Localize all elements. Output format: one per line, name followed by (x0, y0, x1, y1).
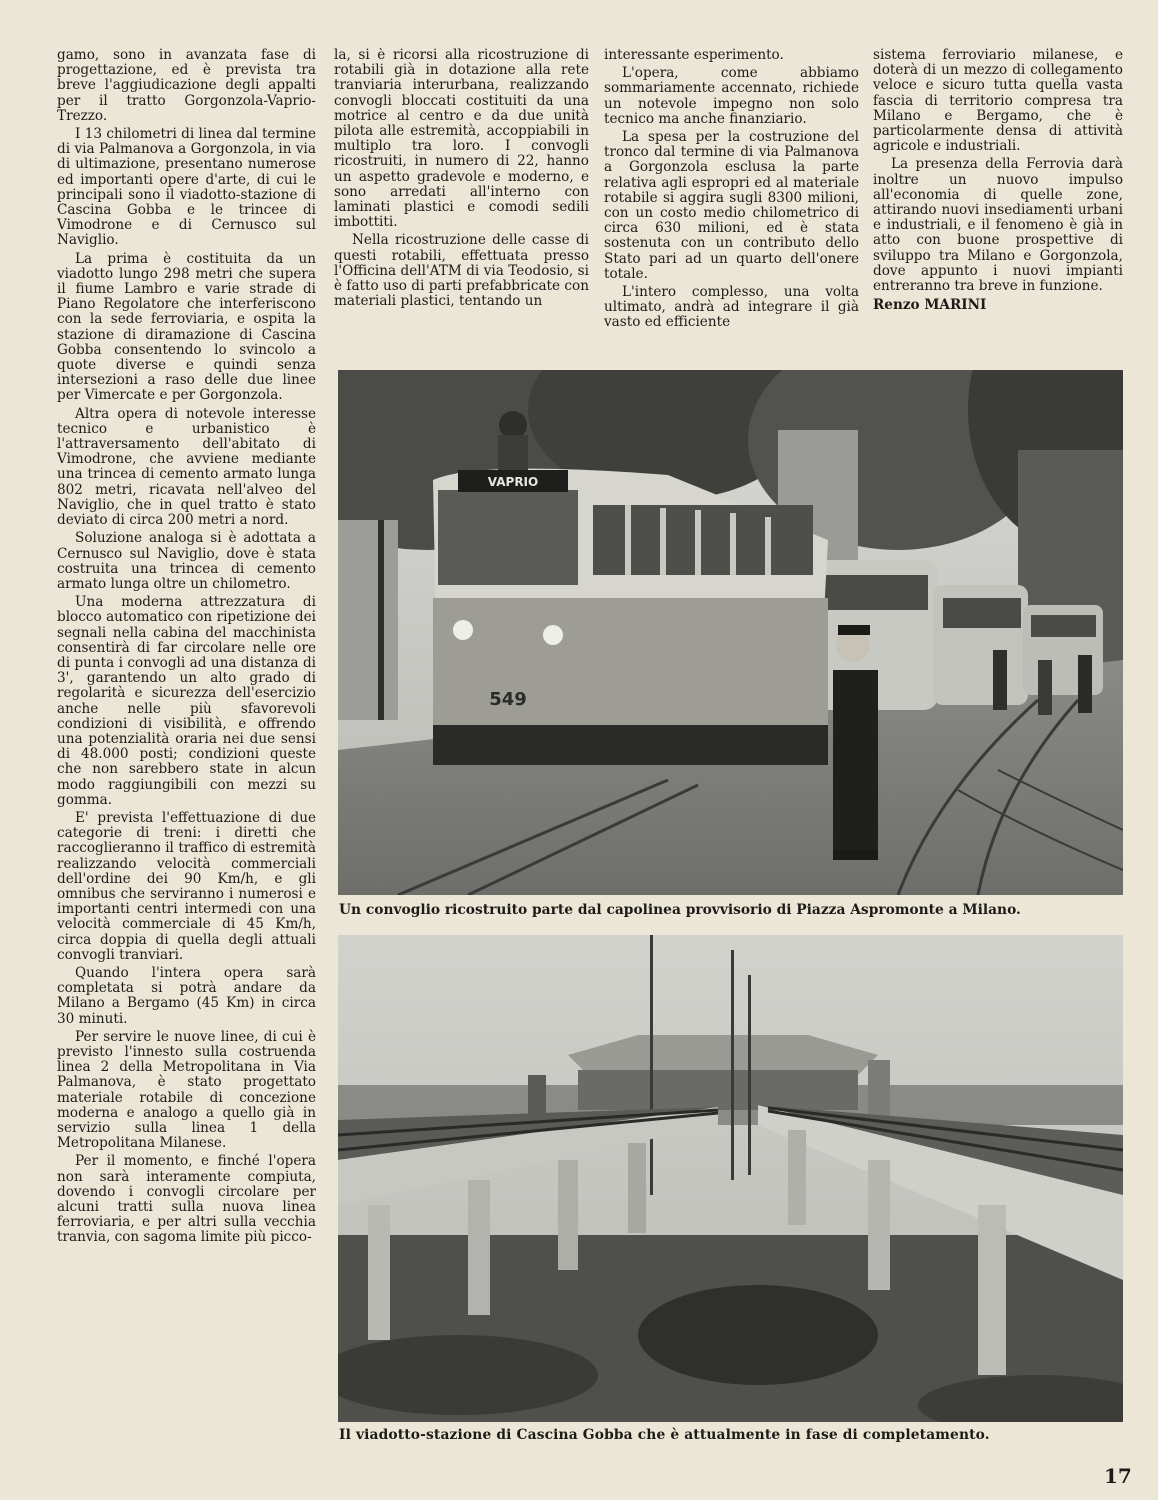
paragraph: L'intero complesso, una volta ultimato, andrà ad integrare il già vasto ed efficiente (604, 284, 859, 331)
viaduct-photo-image (338, 935, 1123, 1422)
paragraph: interessante esperimento. (604, 48, 784, 63)
article-column-1 (57, 48, 316, 1452)
page-number: 17 (1104, 1464, 1132, 1488)
paragraph: Per servire le nuove linee, di cui è previsto l'innesto sulla costruenda linea 2 della Metropolitana in Via Palmanova, è stato progettato materiale rotabile di concezione moderna e analogo a quello già in servizio sulla linea 1 della Metropolitana Milanese. (57, 1028, 316, 1152)
paragraph: gamo, sono in avanzata fase di progettazione, ed è prevista tra breve l'aggiudicazione degli appalti per il tratto Gorgonzola-Vaprio-Trezzo. (57, 48, 316, 124)
paragraph: L'opera, come abbiamo sommariamente accennato, richiede un notevole impegno non solo tecnico ma anche finanziario. (604, 65, 859, 127)
paragraph: Soluzione analoga si è adottata a Cernusco sul Naviglio, dove è stata costruita una trincea di cemento armato lunga oltre un chilometro. (57, 530, 316, 592)
author-signature: Renzo MARINI (873, 297, 987, 314)
article-column-3 (604, 48, 859, 360)
paragraph: La prima è costituita da un viadotto lungo 298 metri che supera il fiume Lambro e varie strade di Piano Regolatore che interferiscono con la sede ferroviaria, e ospita la stazione di diramazione di Cascina Gobba consentendo lo svincolo a quote diverse e quindi senza intersezioni a raso delle due linee per Vimercate e per Gorgonzola. (57, 250, 316, 404)
paragraph: sistema ferroviario milanese, e doterà di un mezzo di collegamento veloce e sicuro tutta quella vasta fascia di territorio compresa tra Milano e Bergamo, che è particolarmente densa di attività agricole e industriali. (873, 48, 1123, 155)
car-number: 549 (489, 689, 527, 710)
viaduct-photo (338, 935, 1123, 1422)
paragraph: La presenza della Ferrovia darà inoltre un nuovo impulso all'economia di quelle zone, attirando nuovi insediamenti urbani e industriali, e il fenomeno è già in atto con buone prospettive di sviluppo tra Milano e Gorgonzola, dove appunto i nuovi impianti entreranno tra breve in funzione. (873, 156, 1123, 295)
article-column-2 (334, 48, 589, 360)
destination-sign: VAPRIO (487, 475, 539, 489)
paragraph: la, si è ricorsi alla ricostruzione di rotabili già in dotazione alla rete tranviaria interurbana, realizzando convogli bloccati costituiti da una motrice al centro e da due unità pilota alle estremità, accoppiabili in multiplo tra loro. I convogli ricostruiti, in numero di 22, hanno un aspetto gradevole e moderno, e sono arredati all'interno con laminati plastici e comodi sedili imbottiti. (334, 48, 589, 231)
paragraph: Nella ricostruzione delle casse di questi rotabili, effettuata presso l'Officina dell'ATM di via Teodosio, si è fatto uso di parti prefabbricate con materiali plastici, tentando un (334, 232, 589, 310)
paragraph: Quando l'intera opera sarà completata si potrà andare da Milano a Bergamo (45 Km) in circa 30 minuti. (57, 964, 316, 1027)
tram-photo-image (338, 370, 1123, 895)
tram-photo-caption: Un convoglio ricostruito parte dal capolinea provvisorio di Piazza Aspromonte a Milano. (339, 902, 1021, 918)
paragraph: Una moderna attrezzatura di blocco automatico con ripetizione dei segnali nella cabina del macchinista consentirà di far circolare nelle ore di punta i convogli ad una distanza di 3', garantendo un alto grado di regolarità e sicurezza dell'esercizio anche nelle più sfavorevoli condizioni di visibilità, e offrendo una potenzialità oraria nei due sensi di 48.000 posti; condizioni queste che non sarebbero state in alcun modo raggiungibili con mezzi su gomma. (57, 594, 316, 808)
paragraph: E' prevista l'effettuazione di due categorie di treni: i diretti che raccoglieranno il traffico di estremità realizzando velocità commerciali dell'ordine dei 90 Km/h, e gli omnibus che serviranno i numerosi e importanti centri intermedi con una velocità commerciale di 45 Km/h, circa doppia di quella degli attuali convogli tranviari. (57, 809, 316, 963)
viaduct-photo-caption: Il viadotto-stazione di Cascina Gobba che è attualmente in fase di completamento. (339, 1427, 990, 1443)
paragraph: Per il momento, e finché l'opera non sarà interamente compiuta, dovendo i convogli circolare per alcuni tratti sulla nuova linea ferroviaria, e per altri sulla vecchia tranvia, con sagoma limite più picco- (57, 1153, 316, 1246)
paragraph: La spesa per la costruzione del tronco dal termine di via Palmanova a Gorgonzola esclusa la parte relativa agli espropri ed al materiale rotabile si aggira sugli 8300 milioni, con un costo medio chilometrico di circa 630 milioni, ed è stata sostenuta con un contributo dello Stato pari ad un quarto dell'onere totale. (604, 129, 859, 282)
paragraph: I 13 chilometri di linea dal termine di via Palmanova a Gorgonzola, in via di ultimazione, presentano numerose ed importanti opere d'arte, di cui le principali sono il viadotto-stazione di Cascina Gobba e le trincee di Vimodrone e di Cernusco sul Naviglio. (57, 126, 316, 249)
article-column-4 (873, 48, 1123, 360)
paragraph: Altra opera di notevole interesse tecnico e urbanistico è l'attraversamento dell'abitato di Vimodrone, che avviene mediante una trincea di cemento armato lunga 802 metri, ricavata nell'alveo del Naviglio, che in quel tratto è stato deviato di circa 200 metri a nord. (57, 405, 316, 529)
tram-photo (338, 370, 1123, 895)
